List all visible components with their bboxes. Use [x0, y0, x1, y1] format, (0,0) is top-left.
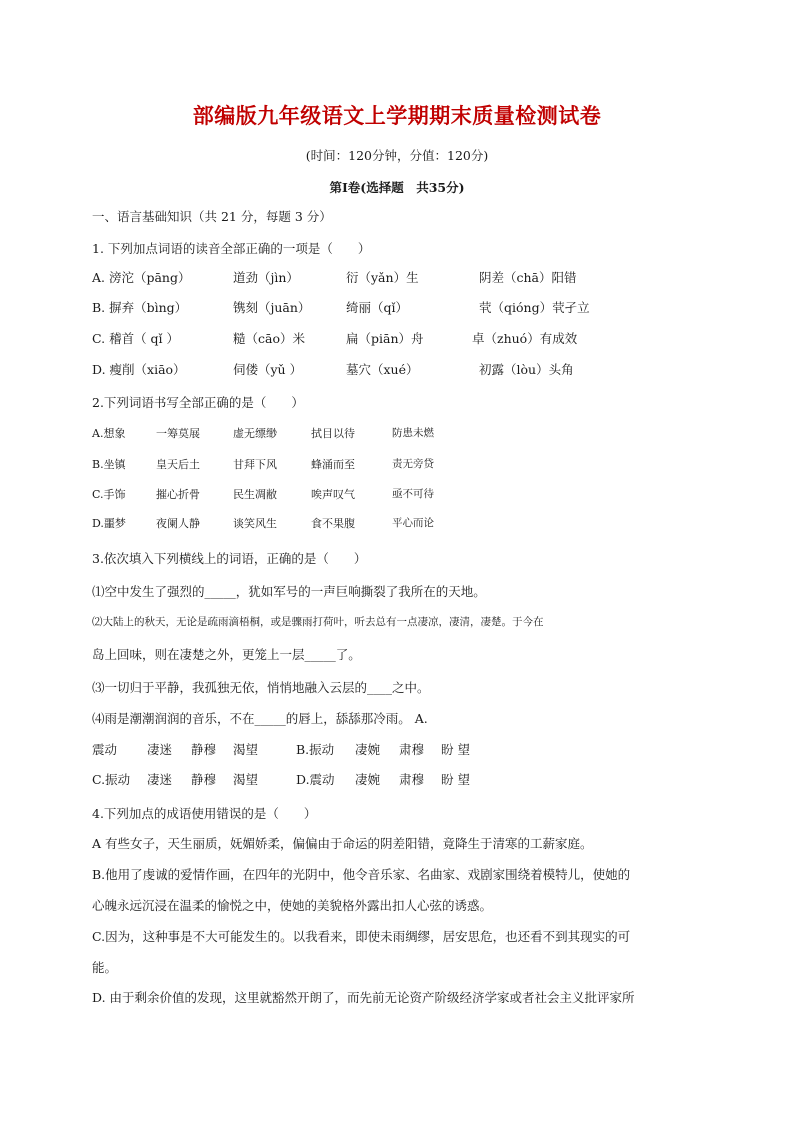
q2-c-word: 唉声叹气 [311, 488, 355, 501]
q1-b-item: 茕（qióng）茕孑立 [479, 300, 590, 315]
exam-time-score: (时间：120分钟，分值：120分) [305, 148, 489, 163]
q4-option-d: D. 由于剩余价值的发现，这里就豁然开朗了，而先前无论资产阶级经济学家或者社会主义批评家所 [92, 990, 635, 1005]
q4-option-b-cont: 心魄永远沉浸在温柔的愉悦之中，使她的美貌格外露出扣人心弦的诱惑。 [92, 898, 493, 913]
q1-a-item: 阴差（chā）阳错 [479, 270, 577, 285]
q1-d-item: 初露（lòu）头角 [479, 362, 574, 377]
q3-option-word: 凄婉 [355, 742, 381, 757]
q3-option-word: 震动 [92, 742, 118, 757]
q2-b-word: 蜂涌而至 [311, 458, 355, 471]
q2-d-word: 食不果腹 [311, 517, 355, 530]
q3-option-word: 静穆 [191, 742, 217, 757]
q3-option-word: 渴望 [233, 772, 259, 787]
q1-d-item: D. 瘦削（xiāo） [92, 362, 186, 377]
q1-d-item: 伺偻（yǔ ） [233, 362, 303, 377]
q1-c-item: C. 稽首（ qǐ ） [92, 331, 180, 346]
q2-d-word: 夜阑人静 [156, 517, 200, 530]
q1-b-item: 镌刻（juān） [233, 300, 311, 315]
q3-option-word: C.振动 [92, 772, 131, 787]
q2-c-word: 民生凋敝 [233, 488, 277, 501]
q1-b-item: 绮丽（qǐ） [346, 300, 408, 315]
q3-option-word: 凄迷 [147, 742, 173, 757]
q3-option-word: 肃穆 [399, 772, 425, 787]
q2-d-word: 平心而论 [392, 517, 434, 529]
q3-sentence-3: ⑶一切归于平静，我孤独无依，悄悄地融入云层的____之中。 [92, 680, 430, 695]
q3-sentence-4: ⑷雨是潮潮润润的音乐，不在_____的唇上，舔舔那冷雨。 A. [92, 711, 428, 726]
q3-option-word: 静穆 [191, 772, 217, 787]
q2-c-word: 亟不可待 [392, 488, 434, 500]
q2-b-word: B.坐镇 [92, 458, 126, 471]
q4-option-a: A 有些女子，天生丽质，妩媚娇柔，偏偏由于命运的阴差阳错，竟降生于清寒的工薪家庭。 [92, 836, 593, 851]
q1-b-item: B. 摒弃（bìng） [92, 300, 188, 315]
q2-c-word: C.手饰 [92, 488, 126, 501]
q4-stem: 4.下列加点的成语使用错误的是（ ） [92, 806, 317, 821]
q3-option-word: 凄婉 [355, 772, 381, 787]
q3-option-word: B.振动 [296, 742, 335, 757]
q1-c-item: 卓（zhuó）有成效 [472, 331, 578, 346]
q2-b-word: 甘拜下风 [233, 458, 277, 471]
q3-option-word: 盼 望 [441, 742, 470, 757]
q2-b-word: 皇天后土 [156, 458, 200, 471]
q2-a-word: 一筹莫展 [156, 427, 200, 440]
q1-a-item: A. 滂沱（pāng） [92, 270, 191, 285]
q2-d-word: 谈笑风生 [233, 517, 277, 530]
q4-option-c: C.因为，这种事是不大可能发生的。以我看来，即使未雨绸缪，居安思危，也还看不到其现实的可 [92, 929, 631, 944]
q3-sentence-2: ⑵大陆上的秋天，无论是疏雨滴梧桐，或是骤雨打荷叶，听去总有一点凄凉，凄清，凄楚。于今在 [92, 616, 544, 628]
q3-sentence-2-cont: 岛上回味，则在凄楚之外，更笼上一层_____了。 [92, 647, 361, 662]
q2-a-word: 虚无缥缈 [233, 427, 277, 440]
q3-sentence-1: ⑴空中发生了强烈的_____，犹如军号的一声巨响撕裂了我所在的天地。 [92, 584, 486, 599]
q3-option-word: 渴望 [233, 742, 259, 757]
q3-stem: 3.依次填入下列横线上的词语，正确的是（ ） [92, 551, 367, 566]
q2-b-word: 责无旁贷 [392, 458, 434, 470]
q1-a-item: 衍（yǎn）生 [346, 270, 419, 285]
q1-stem: 1. 下列加点词语的读音全部正确的一项是（ ） [92, 241, 371, 256]
q2-c-word: 摧心折骨 [156, 488, 200, 501]
q2-a-word: 拭目以待 [311, 427, 355, 440]
q1-c-item: 扁（piān）舟 [346, 331, 424, 346]
q2-a-word: 防患未燃 [392, 427, 434, 439]
q3-option-word: 盼 望 [441, 772, 470, 787]
q3-option-word: D.震动 [296, 772, 335, 787]
q2-d-word: D.噩梦 [92, 517, 126, 530]
q4-option-b: B.他用了虔诚的爱情作画，在四年的光阴中，他令音乐家、名曲家、戏剧家围绕着模特儿，使她的 [92, 867, 631, 882]
q2-stem: 2.下列词语书写全部正确的是（ ） [92, 395, 304, 410]
q1-a-item: 道劲（jìn） [233, 270, 299, 285]
q2-a-word: A.想象 [92, 427, 126, 440]
section1-heading: 一、语言基础知识（共 21 分，每题 3 分） [92, 209, 332, 224]
q3-option-word: 肃穆 [399, 742, 425, 757]
q4-option-c-cont: 能。 [92, 960, 118, 975]
volume-heading: 第Ⅰ卷(选择题 共35分) [329, 180, 465, 195]
q1-c-item: 糙（cāo）米 [233, 331, 305, 346]
exam-title: 部编版九年级语文上学期期末质量检测试卷 [192, 103, 602, 128]
q1-d-item: 墓穴（xué） [346, 362, 419, 377]
q3-option-word: 凄迷 [147, 772, 173, 787]
